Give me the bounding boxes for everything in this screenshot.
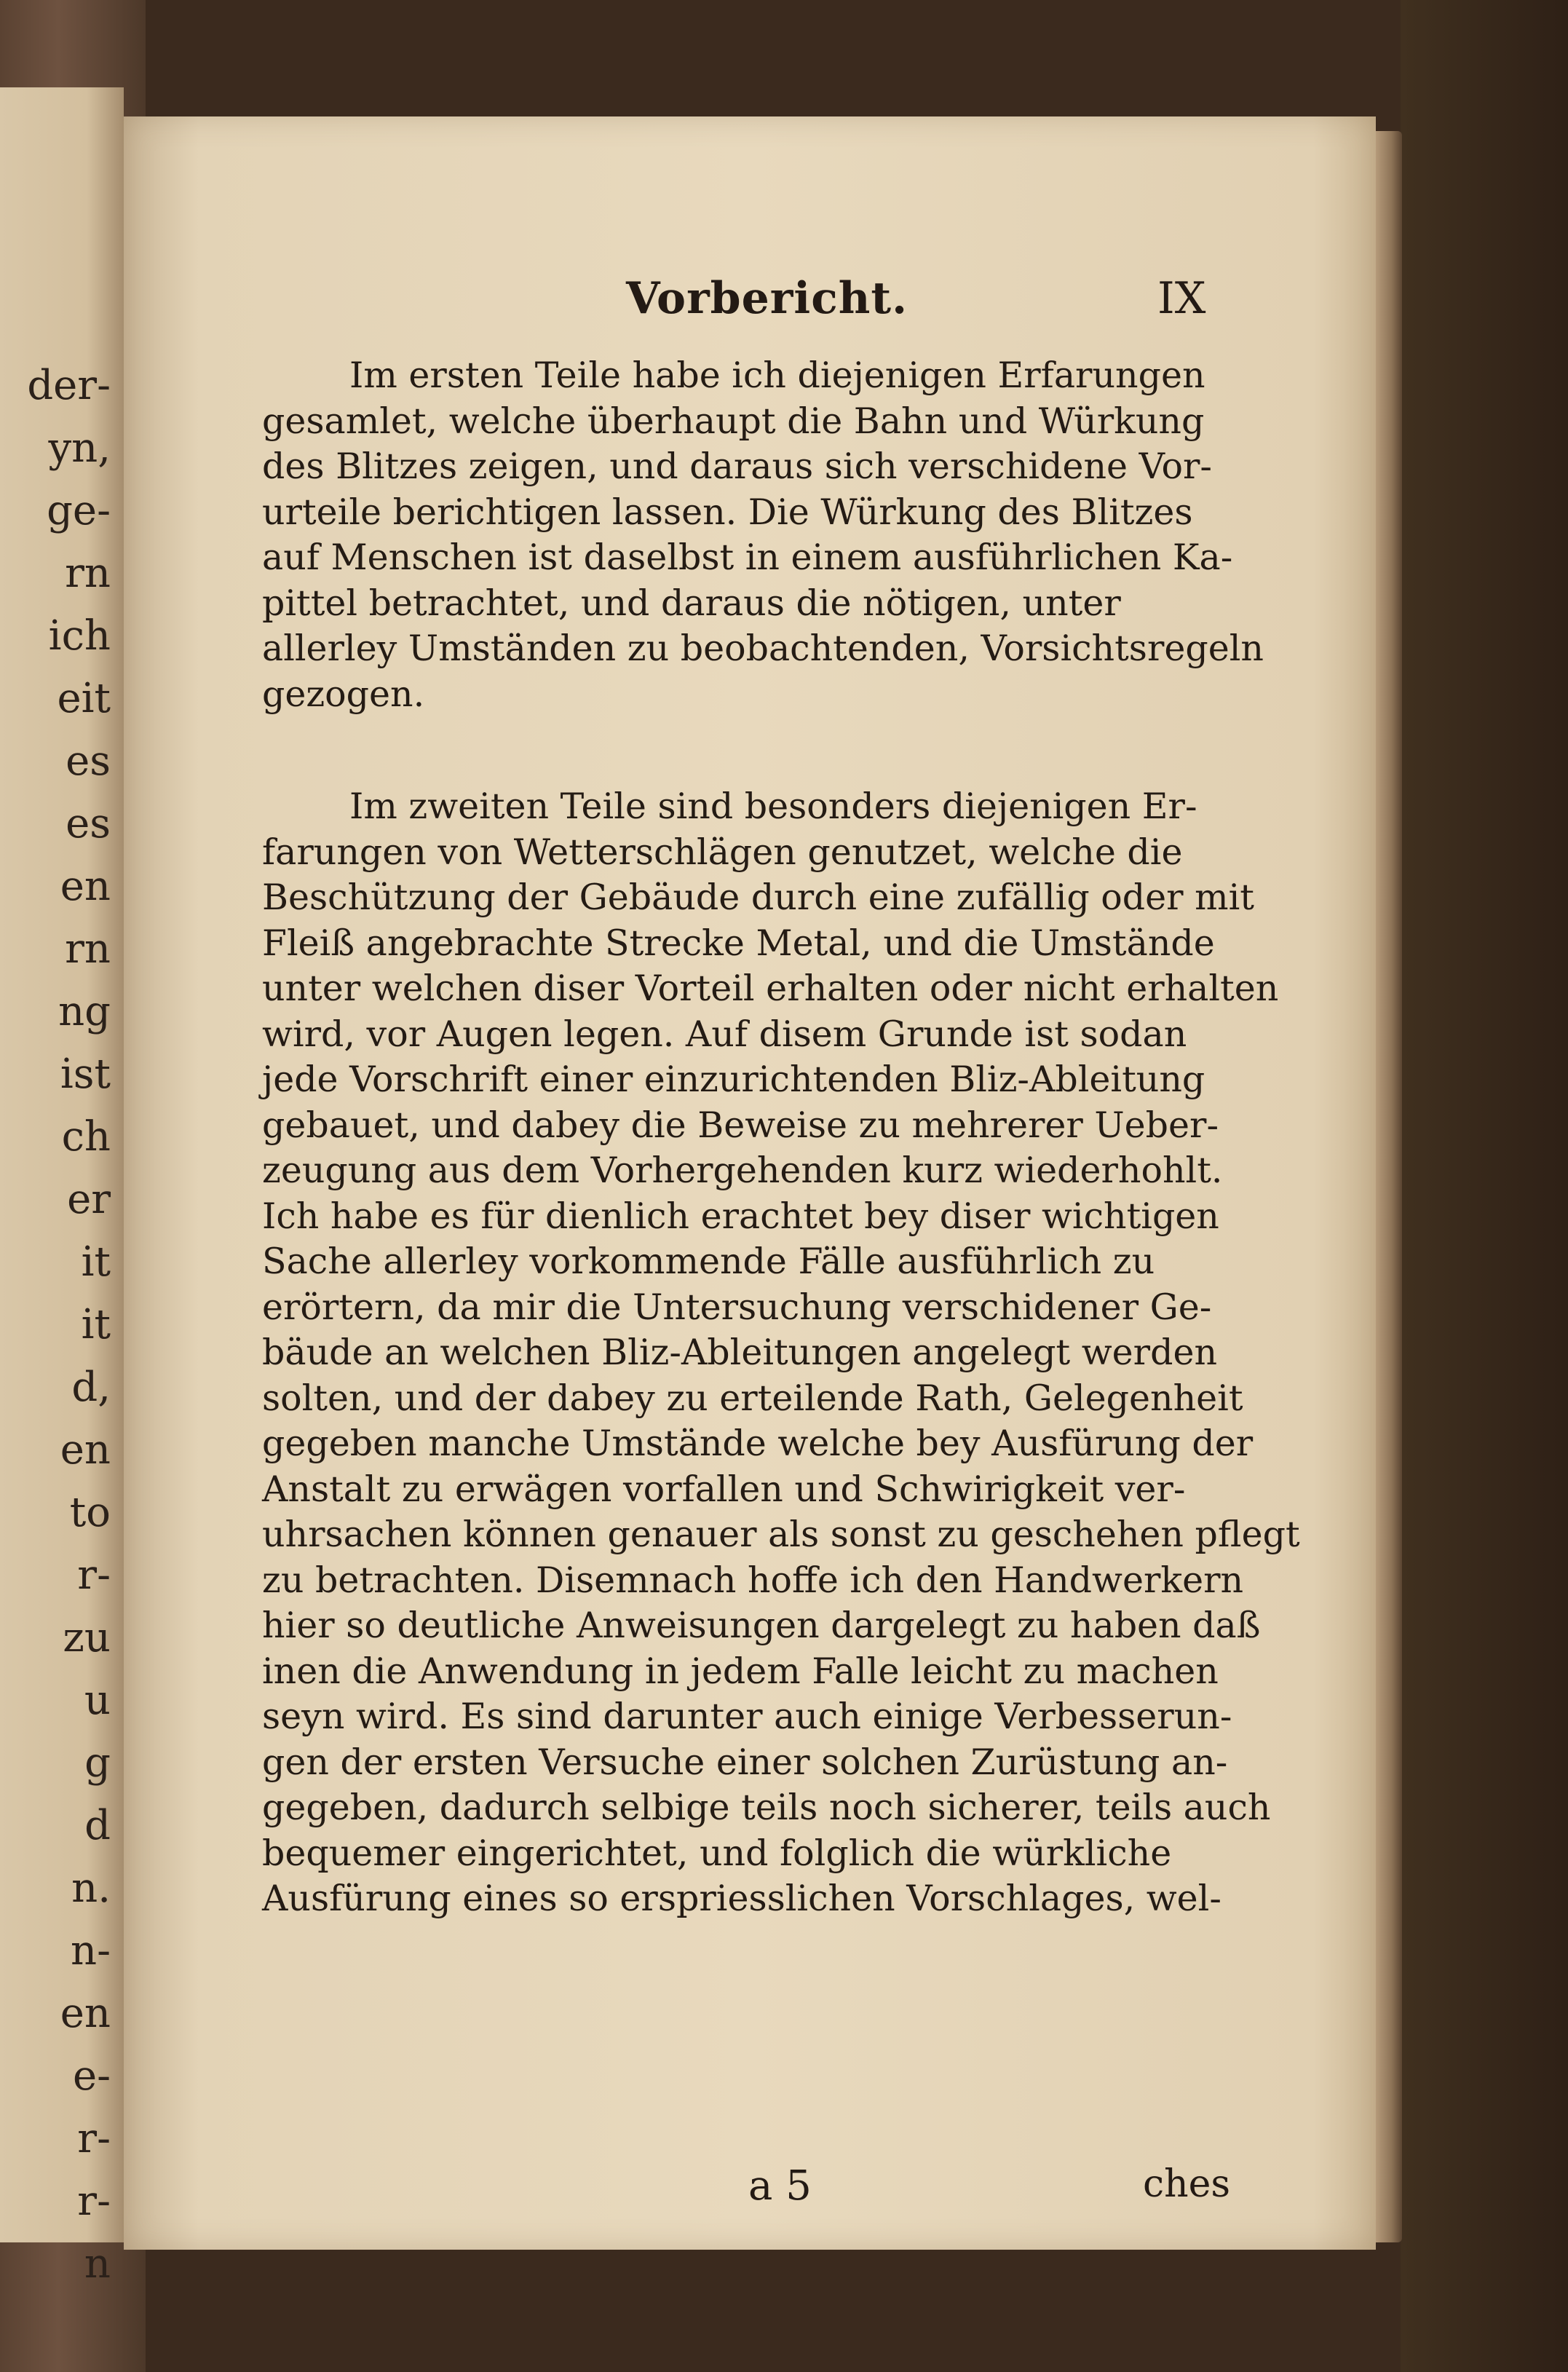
page-header	[124, 273, 1376, 339]
text-line: Im ersten Teile habe ich diejenigen Erfarungen	[349, 355, 1205, 396]
text-line: gesamlet, welche überhaupt die Bahn und Würkung	[262, 400, 1205, 442]
text-line: bequemer eingerichtet, und folglich die würkliche	[262, 1832, 1172, 1874]
text-line: Beschützung der Gebäude durch eine zufällig oder mit	[262, 877, 1254, 918]
facing-page-line-end: it	[81, 1301, 111, 1348]
facing-page-line-end: rn	[65, 925, 111, 973]
facing-page-line-end: n	[84, 2240, 111, 2288]
facing-page-line-end: en	[60, 1426, 111, 1474]
facing-page-line-end: d	[84, 1802, 111, 1849]
text-line: solten, und der dabey zu erteilende Rath, Gelegenheit	[262, 1377, 1243, 1419]
text-line: gezogen.	[262, 673, 425, 715]
facing-page-line-end: ch	[61, 1113, 111, 1161]
facing-page-line-end: e-	[72, 2052, 111, 2100]
text-line: auf Menschen ist daselbst in einem ausführlichen Ka-	[262, 537, 1233, 578]
facing-page-line-end: ge-	[47, 487, 111, 534]
facing-page-line-end: r-	[77, 2178, 111, 2225]
book-cover-edge	[1376, 131, 1402, 2242]
text-line: erörtern, da mir die Untersuchung verschidener Ge-	[262, 1286, 1212, 1328]
text-line: inen die Anwendung in jedem Falle leicht zu machen	[262, 1650, 1219, 1692]
facing-page-line-end: ng	[58, 988, 111, 1035]
facing-page-line-end: r-	[77, 1551, 111, 1599]
page-number: IX	[1157, 273, 1206, 324]
facing-page-line-end: to	[69, 1489, 111, 1536]
text-line: gebauet, und dabey die Beweise zu mehrerer Ueber-	[262, 1104, 1219, 1146]
text-line: pittel betrachtet, und daraus die nötigen, unter	[262, 582, 1121, 624]
text-line: unter welchen diser Vorteil erhalten oder nicht erhalten	[262, 968, 1279, 1009]
facing-page-line-end: eit	[57, 675, 111, 722]
text-line: uhrsachen können genauer als sonst zu geschehen pflegt	[262, 1514, 1300, 1555]
text-line: jede Vorschrift einer einzurichtenden Bliz-Ableitung	[262, 1059, 1205, 1100]
facing-page-line-end: n.	[71, 1865, 111, 1912]
paragraph	[262, 784, 1369, 1922]
facing-page-line-end: g	[84, 1739, 111, 1787]
facing-page-line-end: r-	[77, 2115, 111, 2162]
text-line: des Blitzes zeigen, und daraus sich verschidene Vor-	[262, 446, 1212, 487]
facing-page-line-end: der-	[27, 362, 111, 409]
text-line: gegeben manche Umstände welche bey Ausfürung der	[262, 1423, 1254, 1464]
facing-page-line-end: zu	[63, 1614, 111, 1661]
text-line: bäude an welchen Bliz-Ableitungen angelegt werden	[262, 1332, 1218, 1373]
text-line: wird, vor Augen legen. Auf disem Grunde ist sodan	[262, 1013, 1187, 1055]
text-line: Anstalt zu erwägen vorfallen und Schwirigkeit ver-	[262, 1468, 1186, 1510]
facing-page-text-fragments	[0, 87, 124, 2288]
text-line: Sache allerley vorkommende Fälle ausführlich zu	[262, 1241, 1155, 1282]
book-page	[124, 116, 1376, 2250]
facing-page-line-end: es	[66, 800, 111, 847]
table-background	[1401, 0, 1568, 2372]
facing-page-line-end: ich	[48, 612, 111, 660]
facing-page-line-end: u	[84, 1677, 111, 1724]
text-line: Ausfürung eines so erspriesslichen Vorschlages, wel-	[262, 1878, 1221, 1919]
text-line: allerley Umständen zu beobachtenden, Vorsichtsregeln	[262, 628, 1264, 669]
text-line: Fleiß angebrachte Strecke Metal, und die Umstände	[262, 922, 1215, 964]
facing-page-line-end: ist	[60, 1051, 111, 1098]
signature-mark: a 5	[748, 2162, 812, 2210]
facing-page-line-end: yn,	[48, 424, 111, 472]
paragraph	[262, 353, 1369, 717]
facing-page-line-end: n-	[71, 1927, 111, 1974]
text-line: gegeben, dadurch selbige teils noch sicherer, teils auch	[262, 1787, 1271, 1828]
text-line: Im zweiten Teile sind besonders diejenigen Er-	[349, 786, 1197, 827]
facing-page-line-end: es	[66, 738, 111, 785]
facing-page-left	[0, 87, 124, 2288]
facing-page-line-end: er	[67, 1176, 111, 1223]
facing-page-line-end: en	[60, 1990, 111, 2037]
page-footer	[124, 2162, 1376, 2221]
text-line: gen der ersten Versuche einer solchen Zurüstung an-	[262, 1741, 1228, 1783]
text-line: zeugung aus dem Vorhergehenden kurz wiederhohlt.	[262, 1150, 1223, 1191]
running-head: Vorbericht.	[626, 273, 908, 324]
text-line: zu betrachten. Disemnach hoffe ich den Handwerkern	[262, 1559, 1244, 1601]
text-line: urteile berichtigen lassen. Die Würkung des Blitzes	[262, 491, 1193, 533]
facing-page-line-end: d,	[71, 1364, 111, 1411]
facing-page-line-end: en	[60, 863, 111, 910]
facing-page-line-end: it	[81, 1238, 111, 1286]
body-text	[262, 353, 1369, 1922]
text-line: seyn wird. Es sind darunter auch einige Verbesserun-	[262, 1696, 1232, 1737]
catchword: ches	[1143, 2162, 1231, 2206]
text-line: hier so deutliche Anweisungen dargelegt zu haben daß	[262, 1605, 1261, 1646]
facing-page-line-end: rn	[65, 550, 111, 597]
text-line: Ich habe es für dienlich erachtet bey diser wichtigen	[262, 1195, 1219, 1237]
text-line: farungen von Wetterschlägen genutzet, welche die	[262, 831, 1183, 873]
